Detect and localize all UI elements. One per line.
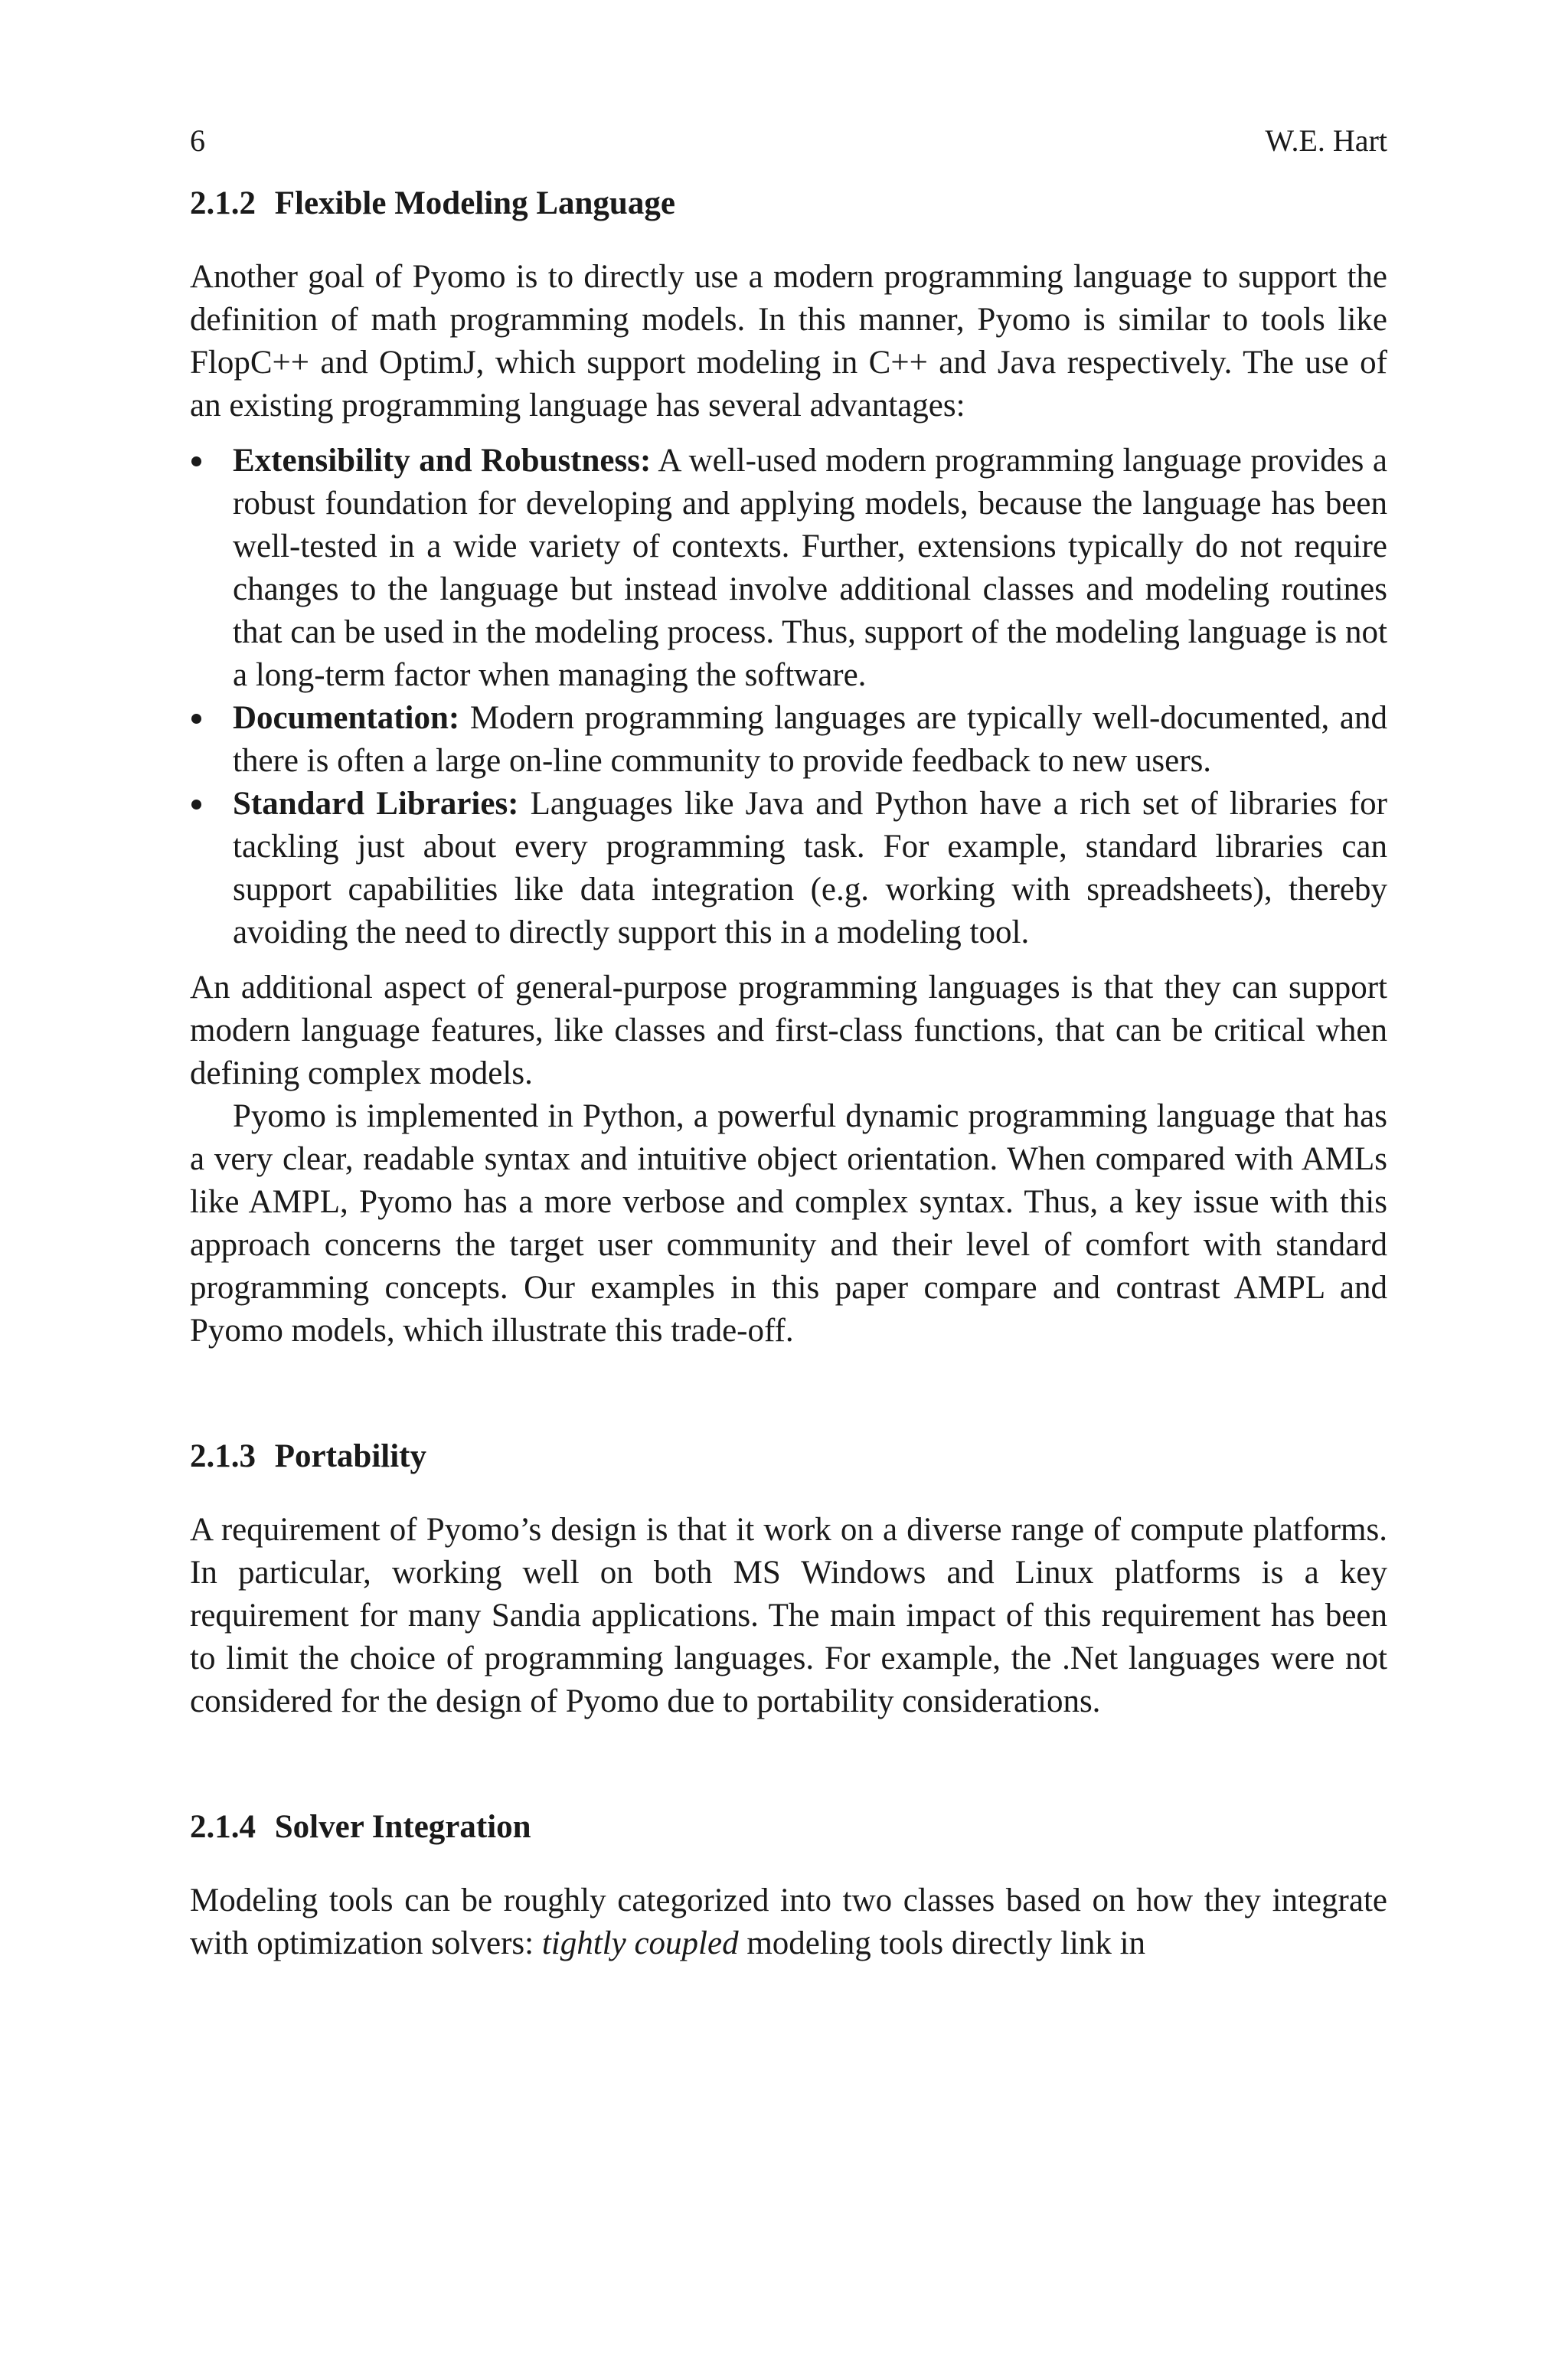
paragraph-pyomo-python: Pyomo is implemented in Python, a powerful dynamic programming language that has a very clear, readable syntax and intuitive object orientation. When compared with AMLs like AMPL, Pyomo has a more verbose and complex syntax. Thus, a key issue with this approach concerns the target user community and their level of comfort with standard programming concepts. Our examples in this paper compare and contrast AMPL and Pyomo models, which illustrate this trade-off.: [190, 1098, 1387, 1349]
bullet-icon: [191, 800, 201, 810]
paragraph-solver-integration: [190, 1879, 1387, 1965]
text-run: Modeling tools can be roughly categorized into two classes based on how they integrate with optimization solvers:: [190, 1882, 1387, 1961]
section-heading-2-1-2: [190, 182, 1387, 225]
list-item-term: Standard Libraries:: [233, 786, 519, 822]
paragraph-general-purpose: An additional aspect of general-purpose programming languages is that they can support modern language features, like classes and first-class functions, that can be critical when defining complex models.: [190, 970, 1387, 1091]
bullet-icon: [191, 456, 201, 466]
page: [190, 123, 1387, 1965]
section-title: Solver Integration: [274, 1809, 531, 1845]
section-title: Flexible Modeling Language: [274, 185, 675, 221]
section-spacer: [190, 1353, 1387, 1435]
section-number: 2.1.4: [190, 1809, 256, 1845]
section-number: 2.1.3: [190, 1438, 256, 1474]
section-heading-2-1-3: [190, 1435, 1387, 1478]
list-item-text: A well-used modern programming language provides a robust foundation for developing and applying models, because the language has been well-tested in a wide variety of contexts. Further, extensions typically do not require changes to the language but instead involve additional classes and modeling routines that can be used in the modeling process. Thus, support of the modeling language is not a long-term factor when managing the software.: [233, 443, 1387, 693]
list-item-term: Documentation:: [233, 700, 460, 736]
list-item: [190, 440, 1387, 697]
advantages-list: [190, 440, 1387, 954]
italic-term: tightly coupled: [541, 1925, 739, 1961]
section-title: Portability: [274, 1438, 426, 1474]
section-number: 2.1.2: [190, 185, 256, 221]
paragraph-flexible-intro: Another goal of Pyomo is to directly use a modern programming language to support the definition of math programming models. In this manner, Pyomo is similar to tools like FlopC++ and OptimJ, which support modeling in C++ and Java respectively. The use of an existing programming language has several advantages:: [190, 259, 1387, 424]
list-item: [190, 697, 1387, 783]
list-item-text: Modern programming languages are typically well-documented, and there is often a large on-line community to provide feedback to new users.: [233, 700, 1387, 779]
section-spacer: [190, 1723, 1387, 1806]
list-item-text: Languages like Java and Python have a rich set of libraries for tackling just about every programming task. For example, standard libraries can support capabilities like data integration (e.g. working with spreadsheets), thereby avoiding the need to directly support this in a modeling tool.: [233, 786, 1387, 950]
text-run: modeling tools directly link in: [738, 1925, 1146, 1961]
running-head: [190, 123, 1387, 159]
paragraph-portability: A requirement of Pyomo’s design is that it work on a diverse range of compute platforms. In particular, working well on both MS Windows and Linux platforms is a key requirement for many Sandia applications. The main impact of this requirement has been to limit the choice of programming languages. For example, the .Net languages were not considered for the design of Pyomo due to portability considerations.: [190, 1512, 1387, 1719]
section-heading-2-1-4: [190, 1806, 1387, 1849]
list-item: [190, 783, 1387, 954]
bullet-icon: [191, 714, 201, 724]
page-number: 6: [190, 123, 205, 158]
author-name: W.E. Hart: [1265, 123, 1387, 158]
list-item-term: Extensibility and Robustness:: [233, 443, 652, 479]
